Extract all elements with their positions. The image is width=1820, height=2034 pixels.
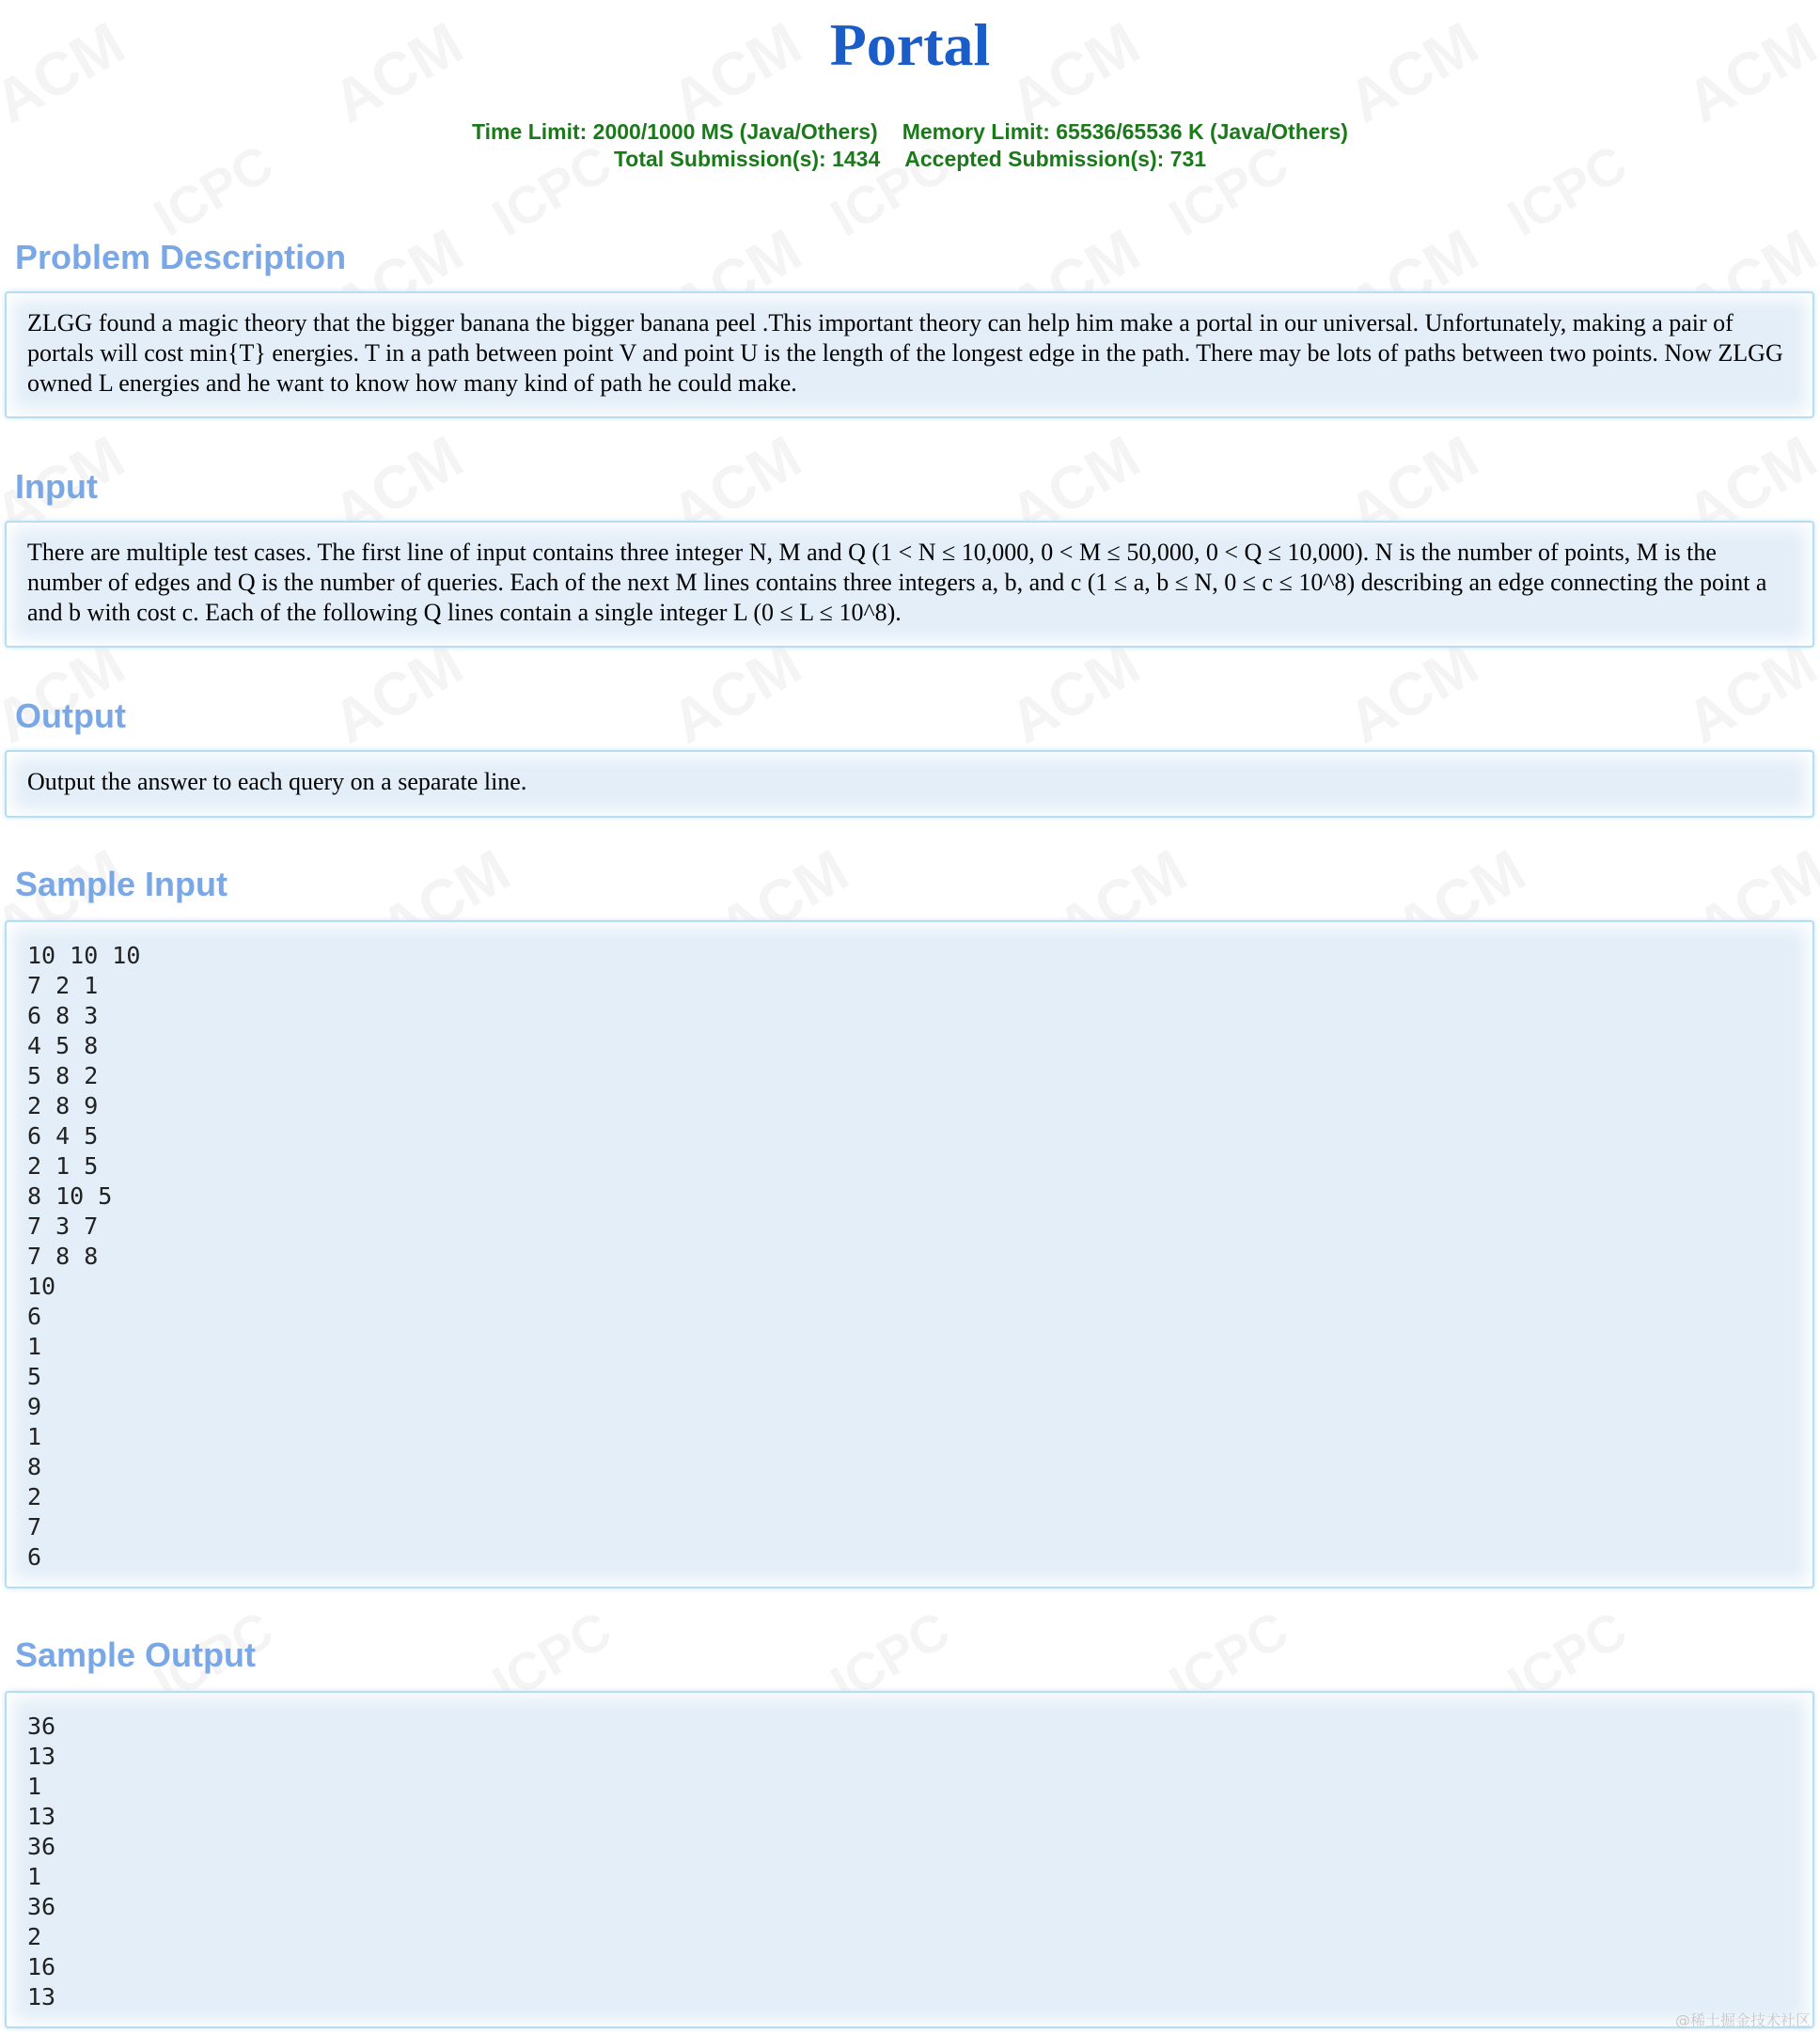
- accepted-submissions: Accepted Submission(s): 731: [904, 147, 1207, 171]
- sample-output-panel: [5, 1691, 1814, 2028]
- input-heading: Input: [15, 467, 98, 506]
- description-panel: [5, 291, 1814, 418]
- sample-input-heading: Sample Input: [15, 865, 228, 903]
- watermark-acm: [1674, 629, 1820, 758]
- input-panel: [5, 521, 1814, 648]
- output-panel: [5, 750, 1814, 818]
- watermark-acm: [1336, 629, 1489, 758]
- submissions-line: [0, 146, 1820, 172]
- output-heading: Output: [15, 696, 126, 735]
- corner-watermark: @稀土掘金技术社区: [1674, 2011, 1811, 2029]
- memory-limit: Memory Limit: 65536/65536 K (Java/Others): [902, 119, 1348, 144]
- limits-line: [0, 118, 1820, 145]
- watermark-acm: [0, 629, 135, 758]
- sample-output-code: 36 13 1 13 36 1 36 2 16 13: [27, 1713, 56, 2011]
- watermark-acm: [321, 629, 474, 758]
- description-heading: Problem Description: [15, 238, 347, 276]
- total-submissions: Total Submission(s): 1434: [613, 147, 881, 171]
- input-text: There are multiple test cases. The first line of input contains three integer N, M and Q (1 < N ≤ 10,000, 0 < M ≤ 50,000, 0 < Q ≤ 10,000). N is the number of points, M is the number of edges and Q is the number of queries. Each of the next M lines contains three integers a, b, and c (1 ≤ a, b ≤ N, 0 ≤ c ≤ 10^8) describing an edge connecting the point a and b with cost c. Each of the following Q lines contain a single integer L (0 ≤ L ≤ 10^8).: [27, 539, 1767, 626]
- sample-input-panel: [5, 920, 1814, 1588]
- problem-title: Portal: [829, 11, 991, 78]
- description-text: ZLGG found a magic theory that the bigger banana the bigger banana peel .This important theory can help him make a portal in our universal. Unfortunately, making a pair of portals will cost min{T} energies. T in a path between point V and point U is the length of the longest edge in the path. There may be lots of paths between two points. Now ZLGG owned L energies and he want to know how many kind of path he could make.: [27, 309, 1783, 397]
- output-text: Output the answer to each query on a separate line.: [27, 768, 527, 795]
- watermark-acm: [997, 629, 1151, 758]
- watermark-acm: [659, 629, 812, 758]
- sample-input-code: 10 10 10 7 2 1 6 8 3 4 5 8 5 8 2 2 8 9 6 4 5 2 1 5 8 10 5 7 3 7 7 8 8 10 6 1 5 9 1 8 2 7 6: [27, 942, 141, 1571]
- sample-output-heading: Sample Output: [15, 1635, 257, 1674]
- time-limit: Time Limit: 2000/1000 MS (Java/Others): [472, 119, 878, 144]
